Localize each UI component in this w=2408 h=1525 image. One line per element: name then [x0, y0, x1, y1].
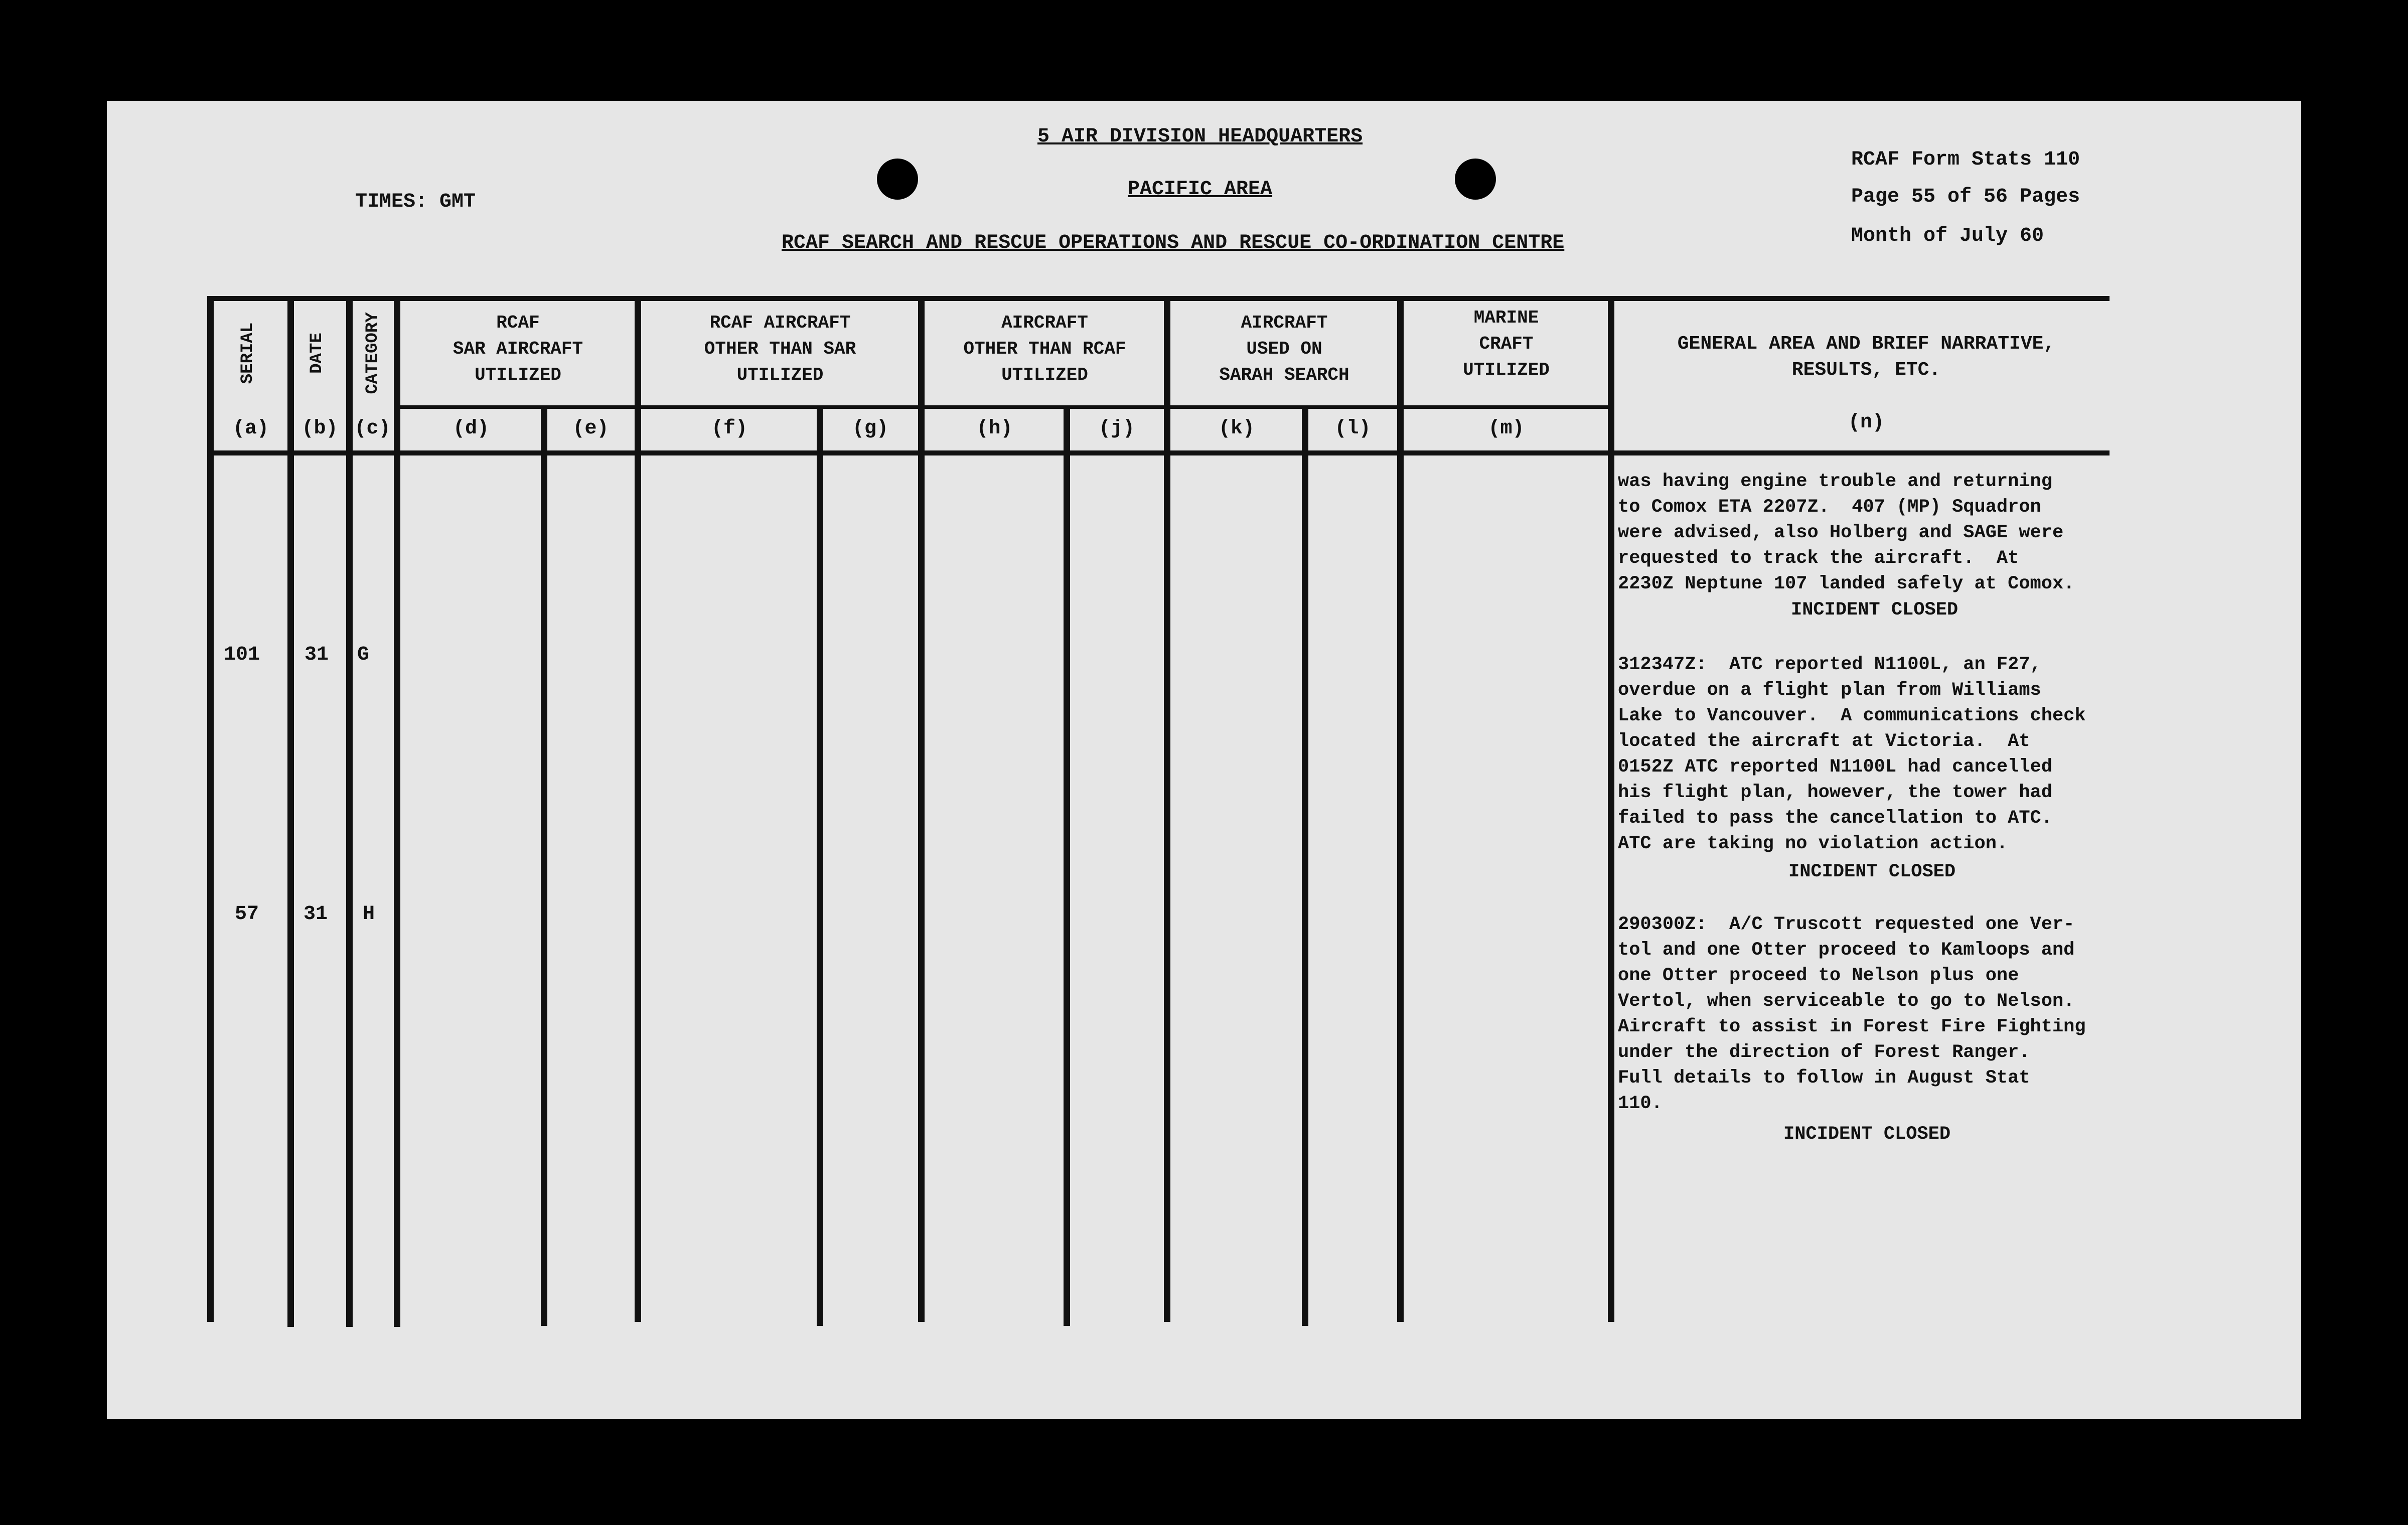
col-line [287, 296, 294, 1327]
col-header-serial: SERIAL [238, 322, 257, 384]
col-header-narrative: GENERAL AREA AND BRIEF NARRATIVE, RESULTS, ETC. [1677, 333, 2055, 381]
col-header-marine: MARINE CRAFT UTILIZED [1463, 308, 1550, 380]
header-title: 5 AIR DIVISION HEADQUARTERS [1037, 125, 1363, 148]
col-letter-l: (l) [1334, 417, 1371, 440]
col-letter-a: (a) [232, 417, 269, 440]
header-bottom-border [208, 450, 2110, 455]
category-value: H [363, 903, 375, 926]
col-letter-j: (j) [1098, 417, 1135, 440]
col-letter-n: (n) [1848, 411, 1884, 434]
page-number: Page 55 of 56 Pages [1851, 186, 2080, 208]
form-number: RCAF Form Stats 110 [1851, 148, 2080, 171]
col-header-category: CATEGORY [363, 312, 382, 394]
col-line [541, 405, 547, 1326]
col-line [1064, 405, 1070, 1326]
subheader-divider [399, 405, 1613, 409]
narrative-text: 312347Z: ATC reported N1100L, an F27, overdue on a flight plan from Williams Lake to Vancouver. A communications check located the aircraft at Victoria. At 0152Z ATC reported N1100L had cancelled his flight plan, however, the tower had failed to pass the cancellation to ATC. ATC are taking no violation action. [1618, 654, 2086, 854]
col-letter-g: (g) [852, 417, 888, 440]
col-letter-c: (c) [354, 417, 391, 440]
col-letter-h: (h) [976, 417, 1013, 440]
col-header-date: DATE [308, 333, 327, 374]
punch-hole-left [877, 159, 918, 200]
date-value: 31 [305, 644, 329, 666]
col-line [207, 296, 214, 1322]
category-value: G [357, 644, 370, 666]
col-letter-k: (k) [1218, 417, 1255, 440]
col-line [1302, 405, 1308, 1326]
narrative-text: 290300Z: A/C Truscott requested one Ver- tol and one Otter proceed to Kamloops and one Otter proceed to Nelson plus one Vertol, when serviceable to go to Nelson. Aircraft to assist in Forest Fire Fighting under the direction of Forest Ranger. Full details to follow in August Stat 110. [1618, 914, 2086, 1114]
col-letter-e: (e) [572, 417, 609, 440]
col-letter-b: (b) [302, 417, 338, 440]
col-line [635, 296, 641, 1322]
col-line [1164, 296, 1170, 1322]
col-line [1608, 296, 1614, 1322]
col-header-rcaf-other: RCAF AIRCRAFT OTHER THAN SAR UTILIZED [704, 313, 856, 385]
narrative-text: was having engine trouble and returning to Comox ETA 2207Z. 407 (MP) Squadron were advised, also Holberg and SAGE were requested to track the aircraft. At 2230Z Neptune 107 landed safely at Comox. [1618, 471, 2075, 594]
punch-hole-right [1455, 159, 1496, 200]
col-letter-m: (m) [1488, 417, 1525, 440]
header-area: PACIFIC AREA [1128, 178, 1273, 201]
col-line [918, 296, 925, 1322]
month-label: Month of July 60 [1851, 225, 2044, 247]
col-line [1397, 296, 1404, 1322]
serial-value: 101 [224, 644, 260, 666]
date-value: 31 [304, 903, 328, 926]
col-letter-d: (d) [453, 417, 489, 440]
incident-closed: INCIDENT CLOSED [1783, 1124, 1951, 1145]
col-letter-f: (f) [711, 417, 747, 440]
serial-value: 57 [235, 903, 259, 926]
col-header-sarah: AIRCRAFT USED ON SARAH SEARCH [1219, 313, 1349, 385]
incident-closed: INCIDENT CLOSED [1791, 599, 1959, 621]
header-subtitle: RCAF SEARCH AND RESCUE OPERATIONS AND RESCUE CO-ORDINATION CENTRE [782, 232, 1565, 254]
col-header-rcaf-sar: RCAF SAR AIRCRAFT UTILIZED [453, 313, 583, 385]
col-line [817, 405, 823, 1326]
incident-closed: INCIDENT CLOSED [1788, 861, 1956, 882]
col-line [394, 296, 400, 1327]
col-line [346, 296, 353, 1327]
col-header-aircraft-other: AIRCRAFT OTHER THAN RCAF UTILIZED [963, 313, 1126, 385]
table-top-border [208, 296, 2110, 301]
times-label: TIMES: GMT [355, 191, 476, 213]
